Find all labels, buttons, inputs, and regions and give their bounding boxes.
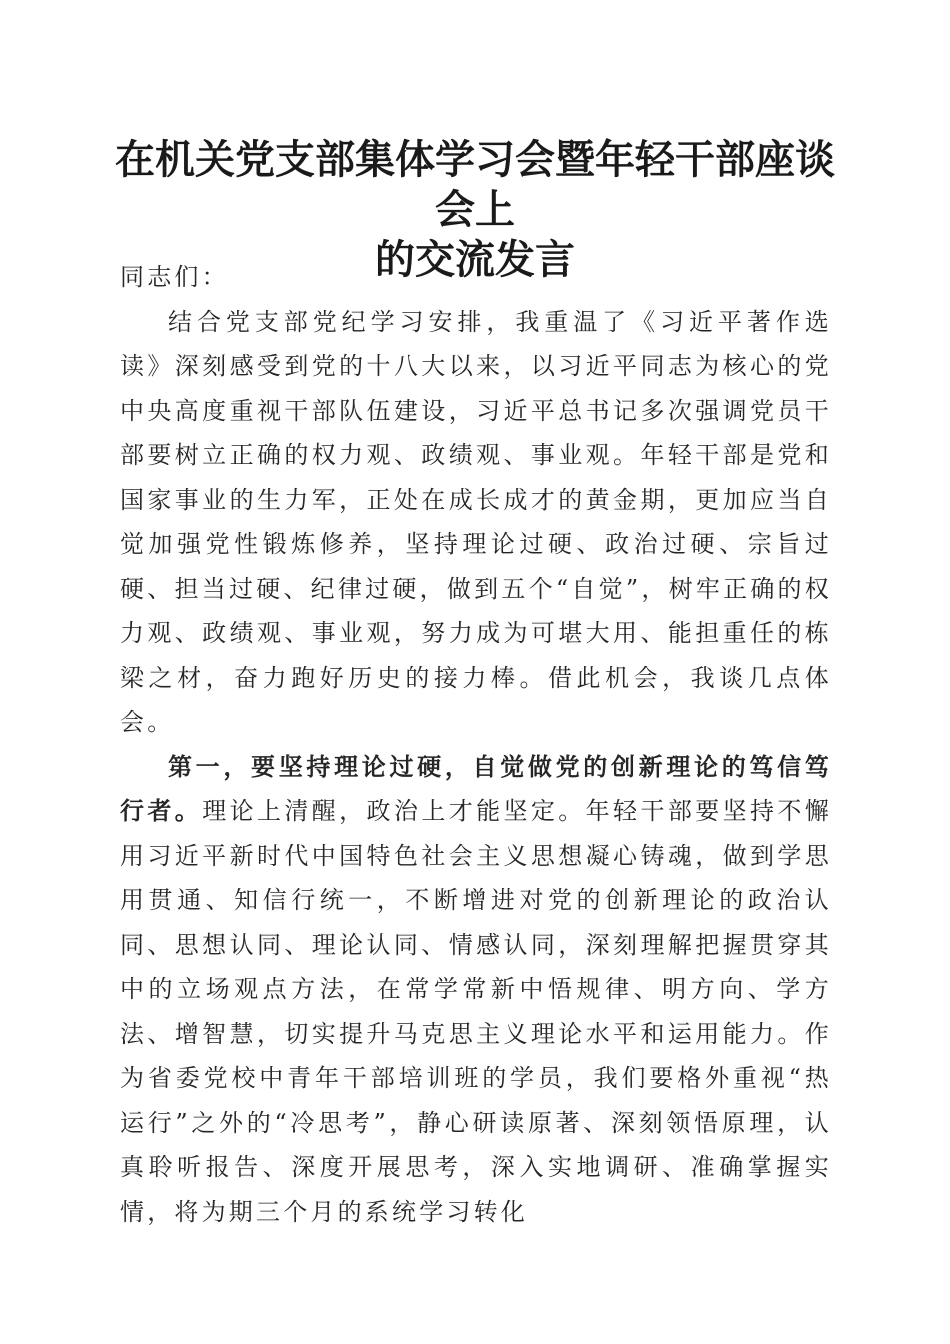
salutation: 同志们： — [120, 263, 229, 291]
paragraph-first-point — [120, 745, 832, 1235]
paragraph-lead-heading: 第一，要坚持理论过硬，自觉做党的创新理论的笃信笃行者。 — [120, 751, 832, 825]
document-body — [120, 255, 832, 1234]
paragraph-first-point-body: 理论上清醒，政治上才能坚定。年轻干部要坚持不懈用习近平新时代中国特色社会主义思想凝心铸魂，做到学思用贯通、知信行统一，不断增进对党的创新理论的政治认同、思想认同、理论认同、情感认同，深刻理解把握贯穿其中的立场观点方法，在常学常新中悟规律、明方向、学方法、增智慧，切实提升马克思主义理论水平和运用能力。作为省委党校中青年干部培训班的学员，我们要格外重视“热运行”之外的“冷思考”，静心研读原著、深刻领悟原理，认真聆听报告、深度开展思考，深入实地调研、准确掌握实情，将为期三个月的系统学习转化 — [120, 797, 832, 1226]
title-line-2: 的交流发言 — [375, 236, 575, 283]
title-line-1: 在机关党支部集体学习会暨年轻干部座谈会上 — [115, 136, 835, 233]
paragraph-intro: 结合党支部党纪学习安排，我重温了《习近平著作选读》深刻感受到党的十八大以来，以习近平同志为核心的党中央高度重视干部队伍建设，习近平总书记多次强调党员干部要树立正确的权力观、政绩观、事业观。年轻干部是党和国家事业的生力军，正处在成长成才的黄金期，更加应当自觉加强党性锻炼修养，坚持理论过硬、政治过硬、宗旨过硬、担当过硬、纪律过硬，做到五个“自觉”，树牢正确的权力观、政绩观、事业观，努力成为可堪大用、能担重任的栋梁之材，奋力跑好历史的接力棒。借此机会，我谈几点体会。 — [120, 307, 832, 736]
